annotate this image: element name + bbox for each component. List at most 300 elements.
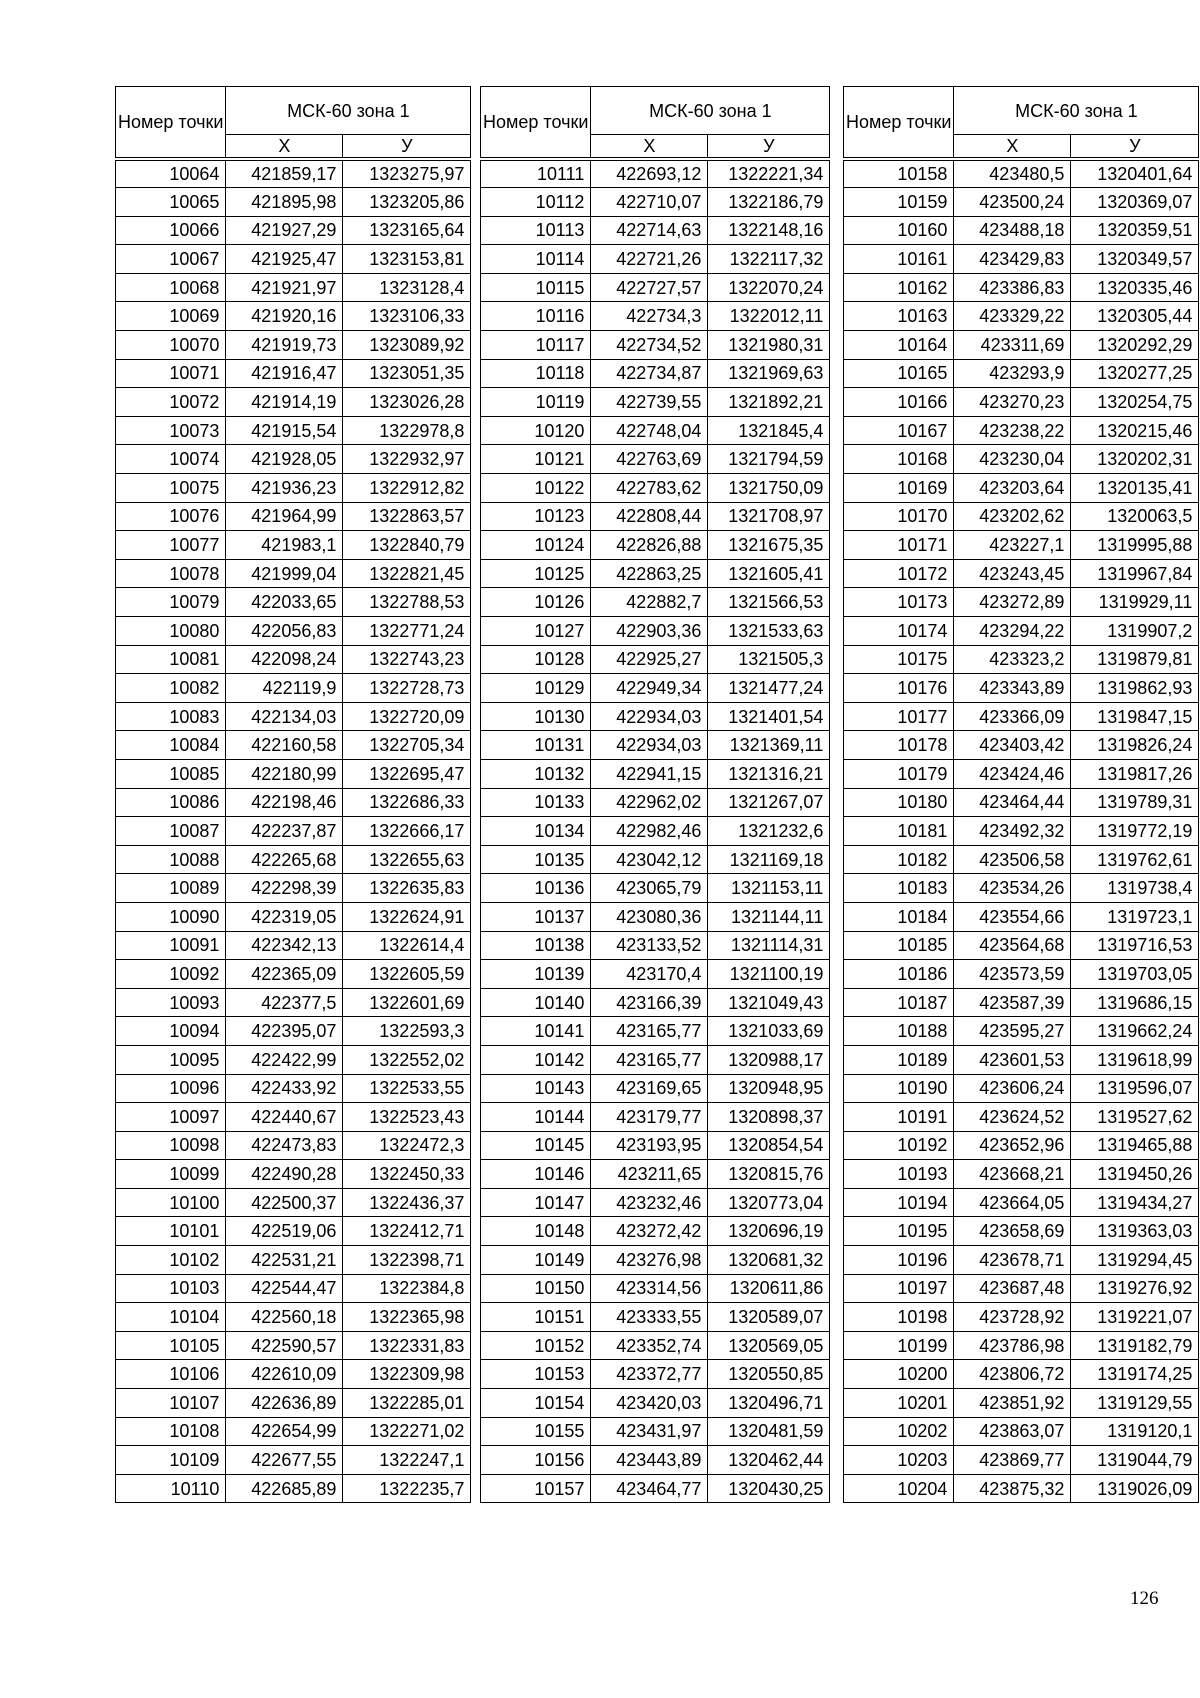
- point-number-cell: 10095: [116, 1045, 226, 1074]
- table-row: [844, 1446, 1199, 1475]
- y-coordinate-cell: 1322148,16: [708, 216, 830, 245]
- y-coordinate-cell: 1321401,54: [708, 702, 830, 731]
- point-number-header: Номер точки: [844, 87, 954, 160]
- x-coordinate-cell: 422056,83: [226, 617, 343, 646]
- table-row: [116, 1274, 471, 1303]
- x-coordinate-cell: 423506,58: [954, 845, 1071, 874]
- table-row: [844, 617, 1199, 646]
- table-row: [116, 216, 471, 245]
- table-row: [116, 1389, 471, 1418]
- table-row: [116, 188, 471, 217]
- x-coordinate-cell: 423464,77: [591, 1474, 708, 1503]
- y-coordinate-cell: 1319738,4: [1071, 874, 1199, 903]
- x-coordinate-cell: 421999,04: [226, 559, 343, 588]
- x-coordinate-cell: 422033,65: [226, 588, 343, 617]
- y-coordinate-cell: 1322247,1: [343, 1446, 471, 1475]
- y-coordinate-cell: 1321969,63: [708, 359, 830, 388]
- x-coordinate-cell: 423232,46: [591, 1188, 708, 1217]
- table-row: [481, 1131, 830, 1160]
- point-number-cell: 10150: [481, 1274, 591, 1303]
- x-coordinate-cell: 422440,67: [226, 1103, 343, 1132]
- y-coordinate-cell: 1320305,44: [1071, 302, 1199, 331]
- y-coordinate-cell: 1320569,05: [708, 1331, 830, 1360]
- y-coordinate-cell: 1319772,19: [1071, 817, 1199, 846]
- y-coordinate-cell: 1320292,29: [1071, 331, 1199, 360]
- table-row: [844, 845, 1199, 874]
- point-number-cell: 10171: [844, 531, 954, 560]
- x-coordinate-cell: 422739,55: [591, 388, 708, 417]
- table-row: [481, 1103, 830, 1132]
- point-number-cell: 10185: [844, 931, 954, 960]
- y-coordinate-cell: 1322912,82: [343, 474, 471, 503]
- table-row: [481, 1074, 830, 1103]
- x-coordinate-cell: 423652,96: [954, 1131, 1071, 1160]
- point-number-cell: 10195: [844, 1217, 954, 1246]
- x-coordinate-cell: 423386,83: [954, 273, 1071, 302]
- y-coordinate-cell: 1320550,85: [708, 1360, 830, 1389]
- coordinate-system-header: МСК-60 зона 1: [954, 87, 1199, 135]
- x-coordinate-cell: 422610,09: [226, 1360, 343, 1389]
- x-coordinate-cell: 422654,99: [226, 1417, 343, 1446]
- point-number-cell: 10137: [481, 902, 591, 931]
- point-number-cell: 10104: [116, 1303, 226, 1332]
- y-coordinate-cell: 1320359,51: [1071, 216, 1199, 245]
- table-row: [844, 531, 1199, 560]
- y-coordinate-cell: 1322398,71: [343, 1246, 471, 1275]
- point-number-cell: 10155: [481, 1417, 591, 1446]
- table-row: [844, 1160, 1199, 1189]
- point-number-cell: 10176: [844, 674, 954, 703]
- table-row: [116, 702, 471, 731]
- x-coordinate-cell: 422863,25: [591, 559, 708, 588]
- point-number-cell: 10134: [481, 817, 591, 846]
- point-number-cell: 10138: [481, 931, 591, 960]
- x-coordinate-cell: 421859,17: [226, 159, 343, 188]
- y-coordinate-cell: 1322117,32: [708, 245, 830, 274]
- y-coordinate-cell: 1319723,1: [1071, 902, 1199, 931]
- y-coordinate-cell: 1319465,88: [1071, 1131, 1199, 1160]
- x-coordinate-cell: 423170,4: [591, 960, 708, 989]
- point-number-cell: 10191: [844, 1103, 954, 1132]
- x-coordinate-cell: 423276,98: [591, 1246, 708, 1275]
- y-coordinate-cell: 1319879,81: [1071, 645, 1199, 674]
- table-row: [481, 445, 830, 474]
- point-number-cell: 10067: [116, 245, 226, 274]
- point-number-cell: 10151: [481, 1303, 591, 1332]
- x-coordinate-cell: 423786,98: [954, 1331, 1071, 1360]
- point-number-cell: 10167: [844, 416, 954, 445]
- y-coordinate-cell: 1319995,88: [1071, 531, 1199, 560]
- table-row: [844, 245, 1199, 274]
- x-coordinate-cell: 423875,32: [954, 1474, 1071, 1503]
- x-coordinate-cell: 423165,77: [591, 1017, 708, 1046]
- point-number-cell: 10119: [481, 388, 591, 417]
- y-coordinate-cell: 1322533,55: [343, 1074, 471, 1103]
- table-row: [116, 474, 471, 503]
- table-row: [481, 960, 830, 989]
- x-coordinate-cell: 421983,1: [226, 531, 343, 560]
- y-coordinate-cell: 1319762,61: [1071, 845, 1199, 874]
- table-row: [481, 902, 830, 931]
- table-row: [844, 1274, 1199, 1303]
- y-coordinate-cell: 1320988,17: [708, 1045, 830, 1074]
- x-coordinate-cell: 422982,46: [591, 817, 708, 846]
- x-coordinate-cell: 422160,58: [226, 731, 343, 760]
- table-row: [844, 1417, 1199, 1446]
- x-coordinate-cell: 423270,23: [954, 388, 1071, 417]
- y-coordinate-cell: 1322309,98: [343, 1360, 471, 1389]
- x-coordinate-cell: 421936,23: [226, 474, 343, 503]
- y-coordinate-cell: 1320254,75: [1071, 388, 1199, 417]
- y-coordinate-cell: 1320063,5: [1071, 502, 1199, 531]
- x-coordinate-cell: 422710,07: [591, 188, 708, 217]
- y-column-header: У: [343, 135, 471, 160]
- x-coordinate-cell: 423329,22: [954, 302, 1071, 331]
- x-coordinate-cell: 422714,63: [591, 216, 708, 245]
- y-coordinate-cell: 1319026,09: [1071, 1474, 1199, 1503]
- table-row: [481, 702, 830, 731]
- point-number-cell: 10086: [116, 788, 226, 817]
- y-coordinate-cell: 1319716,53: [1071, 931, 1199, 960]
- table-row: [116, 617, 471, 646]
- point-number-cell: 10111: [481, 159, 591, 188]
- y-coordinate-cell: 1319129,55: [1071, 1389, 1199, 1418]
- point-number-cell: 10081: [116, 645, 226, 674]
- point-number-cell: 10162: [844, 273, 954, 302]
- point-number-cell: 10158: [844, 159, 954, 188]
- y-coordinate-cell: 1322271,02: [343, 1417, 471, 1446]
- point-number-cell: 10187: [844, 988, 954, 1017]
- y-coordinate-cell: 1320496,71: [708, 1389, 830, 1418]
- point-number-cell: 10152: [481, 1331, 591, 1360]
- y-coordinate-cell: 1319527,62: [1071, 1103, 1199, 1132]
- x-coordinate-cell: 422500,37: [226, 1188, 343, 1217]
- x-coordinate-cell: 421964,99: [226, 502, 343, 531]
- point-number-cell: 10084: [116, 731, 226, 760]
- table-row: [844, 159, 1199, 188]
- table-row: [481, 874, 830, 903]
- table-row: [844, 1188, 1199, 1217]
- table-row: [844, 759, 1199, 788]
- point-number-cell: 10181: [844, 817, 954, 846]
- table-row: [481, 273, 830, 302]
- y-coordinate-cell: 1323128,4: [343, 273, 471, 302]
- point-number-cell: 10156: [481, 1446, 591, 1475]
- table-row: [481, 817, 830, 846]
- y-coordinate-cell: 1319363,03: [1071, 1217, 1199, 1246]
- y-coordinate-cell: 1319450,26: [1071, 1160, 1199, 1189]
- x-coordinate-cell: 422365,09: [226, 960, 343, 989]
- x-coordinate-cell: 422808,44: [591, 502, 708, 531]
- table-row: [481, 1389, 830, 1418]
- point-number-cell: 10077: [116, 531, 226, 560]
- y-column-header: У: [1071, 135, 1199, 160]
- point-number-cell: 10076: [116, 502, 226, 531]
- table-row: [481, 1303, 830, 1332]
- y-coordinate-cell: 1319686,15: [1071, 988, 1199, 1017]
- table-row: [844, 674, 1199, 703]
- table-row: [481, 331, 830, 360]
- table-row: [481, 1045, 830, 1074]
- y-coordinate-cell: 1322686,33: [343, 788, 471, 817]
- y-coordinate-cell: 1320135,41: [1071, 474, 1199, 503]
- point-number-cell: 10112: [481, 188, 591, 217]
- y-coordinate-cell: 1320898,37: [708, 1103, 830, 1132]
- x-coordinate-cell: 423230,04: [954, 445, 1071, 474]
- point-number-cell: 10110: [116, 1474, 226, 1503]
- point-number-cell: 10090: [116, 902, 226, 931]
- x-coordinate-cell: 422395,07: [226, 1017, 343, 1046]
- x-coordinate-cell: 422783,62: [591, 474, 708, 503]
- table-row: [116, 645, 471, 674]
- point-number-cell: 10080: [116, 617, 226, 646]
- y-coordinate-cell: 1322705,34: [343, 731, 471, 760]
- y-coordinate-cell: 1322695,47: [343, 759, 471, 788]
- point-number-cell: 10113: [481, 216, 591, 245]
- y-coordinate-cell: 1320681,32: [708, 1246, 830, 1275]
- table-row: [844, 1074, 1199, 1103]
- y-coordinate-cell: 1320430,25: [708, 1474, 830, 1503]
- table-row: [116, 1103, 471, 1132]
- x-coordinate-cell: 423806,72: [954, 1360, 1071, 1389]
- x-coordinate-cell: 423443,89: [591, 1446, 708, 1475]
- table-row: [844, 474, 1199, 503]
- x-coordinate-cell: 423372,77: [591, 1360, 708, 1389]
- table-row: [116, 273, 471, 302]
- y-coordinate-cell: 1320349,57: [1071, 245, 1199, 274]
- point-number-cell: 10073: [116, 416, 226, 445]
- table-row: [481, 931, 830, 960]
- y-coordinate-cell: 1322221,34: [708, 159, 830, 188]
- table-row: [481, 788, 830, 817]
- point-number-cell: 10145: [481, 1131, 591, 1160]
- y-coordinate-cell: 1321232,6: [708, 817, 830, 846]
- point-number-cell: 10116: [481, 302, 591, 331]
- point-number-cell: 10074: [116, 445, 226, 474]
- point-number-cell: 10149: [481, 1246, 591, 1275]
- point-number-cell: 10069: [116, 302, 226, 331]
- point-number-cell: 10099: [116, 1160, 226, 1189]
- y-coordinate-cell: 1322186,79: [708, 188, 830, 217]
- y-coordinate-cell: 1321169,18: [708, 845, 830, 874]
- table-row: [116, 931, 471, 960]
- point-number-cell: 10186: [844, 960, 954, 989]
- table-row: [844, 302, 1199, 331]
- table-row: [116, 960, 471, 989]
- y-coordinate-cell: 1319789,31: [1071, 788, 1199, 817]
- point-number-header: Номер точки: [116, 87, 226, 160]
- y-coordinate-cell: 1322285,01: [343, 1389, 471, 1418]
- table-row: [481, 188, 830, 217]
- table-row: [844, 273, 1199, 302]
- point-number-cell: 10129: [481, 674, 591, 703]
- table-row: [844, 559, 1199, 588]
- y-coordinate-cell: 1321100,19: [708, 960, 830, 989]
- x-coordinate-cell: 423294,22: [954, 617, 1071, 646]
- table-row: [481, 1360, 830, 1389]
- table-row: [844, 817, 1199, 846]
- y-coordinate-cell: 1323165,64: [343, 216, 471, 245]
- table-row: [481, 1246, 830, 1275]
- y-coordinate-cell: 1321505,3: [708, 645, 830, 674]
- x-coordinate-cell: 423601,53: [954, 1045, 1071, 1074]
- table-row: [481, 1331, 830, 1360]
- table-row: [844, 1217, 1199, 1246]
- x-coordinate-cell: 422180,99: [226, 759, 343, 788]
- point-number-cell: 10193: [844, 1160, 954, 1189]
- x-coordinate-cell: 423311,69: [954, 331, 1071, 360]
- point-number-cell: 10196: [844, 1246, 954, 1275]
- point-number-cell: 10109: [116, 1446, 226, 1475]
- y-coordinate-cell: 1322552,02: [343, 1045, 471, 1074]
- x-coordinate-cell: 423488,18: [954, 216, 1071, 245]
- point-number-cell: 10106: [116, 1360, 226, 1389]
- point-number-cell: 10175: [844, 645, 954, 674]
- table-row: [481, 1474, 830, 1503]
- point-number-cell: 10204: [844, 1474, 954, 1503]
- table-row: [116, 502, 471, 531]
- y-coordinate-cell: 1323205,86: [343, 188, 471, 217]
- table-row: [116, 1131, 471, 1160]
- point-number-cell: 10126: [481, 588, 591, 617]
- x-coordinate-cell: 422433,92: [226, 1074, 343, 1103]
- y-coordinate-cell: 1322978,8: [343, 416, 471, 445]
- point-number-cell: 10100: [116, 1188, 226, 1217]
- y-coordinate-cell: 1322412,71: [343, 1217, 471, 1246]
- table-row: [844, 731, 1199, 760]
- point-number-cell: 10107: [116, 1389, 226, 1418]
- y-coordinate-cell: 1319044,79: [1071, 1446, 1199, 1475]
- x-coordinate-cell: 423343,89: [954, 674, 1071, 703]
- x-coordinate-cell: 423480,5: [954, 159, 1071, 188]
- table-row: [481, 645, 830, 674]
- y-coordinate-cell: 1319618,99: [1071, 1045, 1199, 1074]
- x-coordinate-cell: 422763,69: [591, 445, 708, 474]
- table-row: [844, 988, 1199, 1017]
- point-number-cell: 10089: [116, 874, 226, 903]
- table-row: [844, 1131, 1199, 1160]
- table-row: [481, 617, 830, 646]
- table-row: [481, 1446, 830, 1475]
- x-coordinate-cell: 422734,52: [591, 331, 708, 360]
- x-coordinate-cell: 423133,52: [591, 931, 708, 960]
- x-coordinate-cell: 422237,87: [226, 817, 343, 846]
- point-number-cell: 10083: [116, 702, 226, 731]
- point-number-cell: 10079: [116, 588, 226, 617]
- point-number-cell: 10098: [116, 1131, 226, 1160]
- table-row: [481, 216, 830, 245]
- table-row: [116, 159, 471, 188]
- point-number-cell: 10202: [844, 1417, 954, 1446]
- x-coordinate-cell: 423203,64: [954, 474, 1071, 503]
- x-coordinate-cell: 422490,28: [226, 1160, 343, 1189]
- point-number-cell: 10192: [844, 1131, 954, 1160]
- y-coordinate-cell: 1319120,1: [1071, 1417, 1199, 1446]
- y-coordinate-cell: 1321566,53: [708, 588, 830, 617]
- table-row: [844, 445, 1199, 474]
- table-row: [116, 845, 471, 874]
- point-number-cell: 10147: [481, 1188, 591, 1217]
- x-coordinate-cell: 423238,22: [954, 416, 1071, 445]
- x-coordinate-cell: 422119,9: [226, 674, 343, 703]
- point-number-cell: 10092: [116, 960, 226, 989]
- x-coordinate-cell: 423573,59: [954, 960, 1071, 989]
- point-number-cell: 10101: [116, 1217, 226, 1246]
- point-number-cell: 10118: [481, 359, 591, 388]
- x-coordinate-cell: 423424,46: [954, 759, 1071, 788]
- point-number-cell: 10200: [844, 1360, 954, 1389]
- y-coordinate-cell: 1321845,4: [708, 416, 830, 445]
- table-row: [116, 817, 471, 846]
- y-coordinate-cell: 1322436,37: [343, 1188, 471, 1217]
- table-row: [844, 1331, 1199, 1360]
- point-number-cell: 10159: [844, 188, 954, 217]
- table-row: [844, 188, 1199, 217]
- point-number-cell: 10068: [116, 273, 226, 302]
- table-row: [116, 1331, 471, 1360]
- y-coordinate-cell: 1321153,11: [708, 874, 830, 903]
- x-coordinate-cell: 423243,45: [954, 559, 1071, 588]
- point-number-cell: 10178: [844, 731, 954, 760]
- table-row: [844, 1360, 1199, 1389]
- y-coordinate-cell: 1320481,59: [708, 1417, 830, 1446]
- table-row: [844, 960, 1199, 989]
- y-coordinate-cell: 1321049,43: [708, 988, 830, 1017]
- y-coordinate-cell: 1322635,83: [343, 874, 471, 903]
- point-number-cell: 10120: [481, 416, 591, 445]
- point-number-cell: 10160: [844, 216, 954, 245]
- point-number-cell: 10189: [844, 1045, 954, 1074]
- point-number-cell: 10188: [844, 1017, 954, 1046]
- table-row: [844, 931, 1199, 960]
- y-coordinate-cell: 1322331,83: [343, 1331, 471, 1360]
- table-row: [844, 1045, 1199, 1074]
- y-coordinate-cell: 1322666,17: [343, 817, 471, 846]
- x-coordinate-cell: 423658,69: [954, 1217, 1071, 1246]
- x-coordinate-cell: 422319,05: [226, 902, 343, 931]
- x-coordinate-cell: 421916,47: [226, 359, 343, 388]
- point-number-cell: 10154: [481, 1389, 591, 1418]
- x-coordinate-cell: 423420,03: [591, 1389, 708, 1418]
- point-number-cell: 10064: [116, 159, 226, 188]
- y-coordinate-cell: 1321750,09: [708, 474, 830, 503]
- point-number-cell: 10122: [481, 474, 591, 503]
- point-number-cell: 10173: [844, 588, 954, 617]
- y-coordinate-cell: 1322384,8: [343, 1274, 471, 1303]
- point-number-cell: 10161: [844, 245, 954, 274]
- point-number-cell: 10066: [116, 216, 226, 245]
- point-number-cell: 10179: [844, 759, 954, 788]
- table-row: [844, 902, 1199, 931]
- y-coordinate-cell: 1320462,44: [708, 1446, 830, 1475]
- table-row: [481, 1017, 830, 1046]
- table-row: [844, 1017, 1199, 1046]
- point-number-cell: 10117: [481, 331, 591, 360]
- point-number-cell: 10102: [116, 1246, 226, 1275]
- table-row: [116, 1417, 471, 1446]
- y-coordinate-cell: 1319221,07: [1071, 1303, 1199, 1332]
- table-row: [481, 759, 830, 788]
- x-coordinate-cell: 421919,73: [226, 331, 343, 360]
- y-coordinate-cell: 1319847,15: [1071, 702, 1199, 731]
- x-coordinate-cell: 423165,77: [591, 1045, 708, 1074]
- point-number-header: Номер точки: [481, 87, 591, 160]
- x-coordinate-cell: 423595,27: [954, 1017, 1071, 1046]
- x-coordinate-cell: 422748,04: [591, 416, 708, 445]
- y-coordinate-cell: 1321980,31: [708, 331, 830, 360]
- x-coordinate-cell: 423728,92: [954, 1303, 1071, 1332]
- point-number-cell: 10096: [116, 1074, 226, 1103]
